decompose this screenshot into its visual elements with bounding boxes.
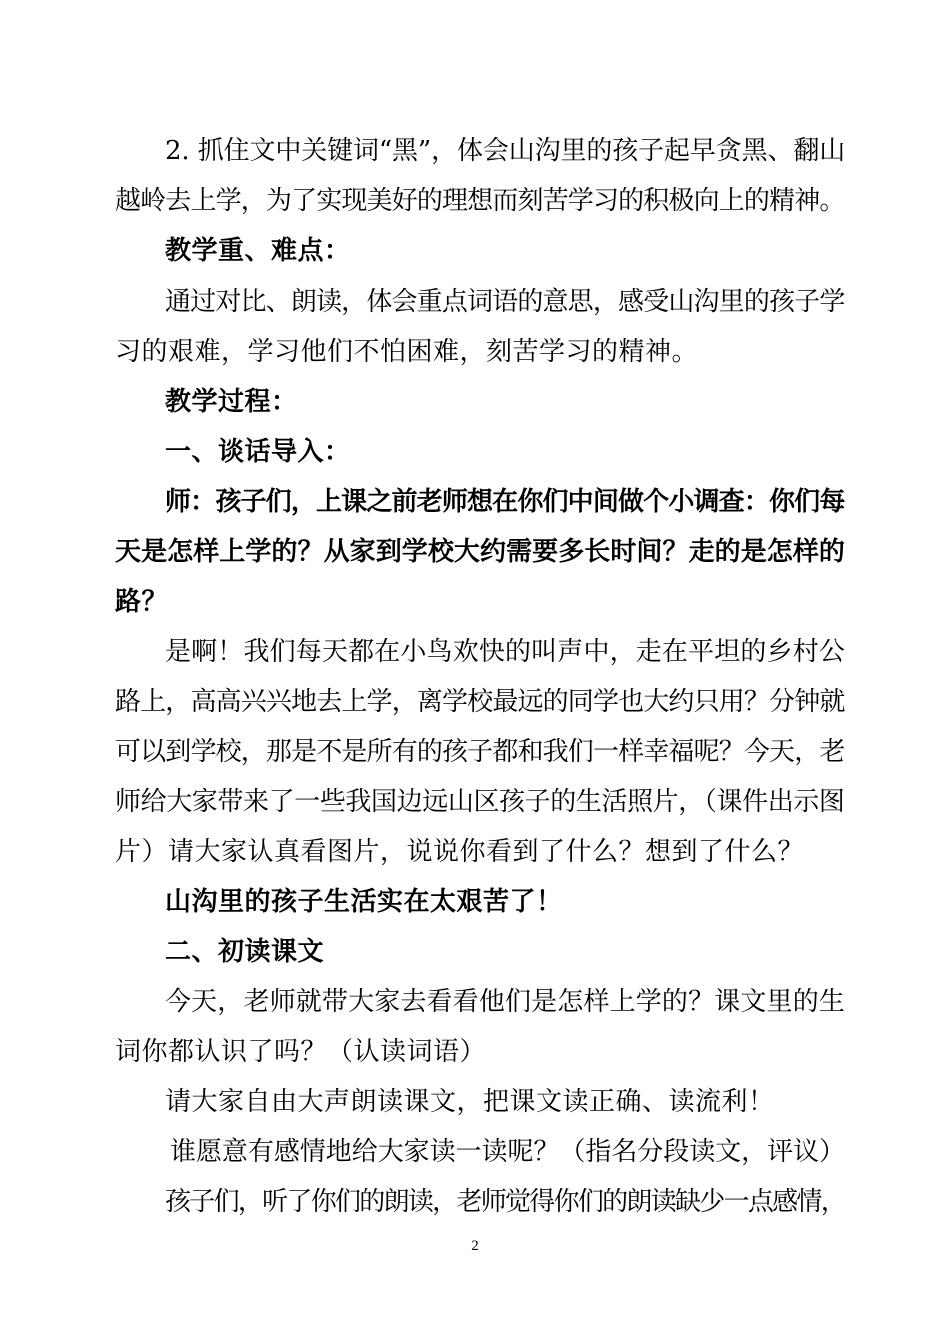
text-line-16: 山沟里的孩子生活实在太艰苦了！: [165, 887, 563, 917]
heading-section-2: 二、初读课文: [165, 937, 325, 967]
heading-key-points: 教学重、难点：: [165, 236, 351, 266]
text-line-8: 师：孩子们，上课之前老师想在你们中间做个小调查：你们每: [165, 487, 845, 517]
text-line-20: 请大家自由大声朗读课文，把课文读正确、读流利！: [165, 1087, 775, 1117]
text-line-22: 孩子们，听了你们的朗读，老师觉得你们的朗读缺少一点感情，: [165, 1187, 846, 1217]
text-line-12: 路上，高高兴兴地去上学，离学校最远的同学也大约只用？分钟就: [115, 687, 845, 717]
page-number: 2: [471, 1238, 479, 1254]
text-line-9: 天是怎样上学的？从家到学校大约需要多长时间？走的是怎样的: [115, 537, 846, 567]
text-line-18: 今天，老师就带大家去看看他们是怎样上学的？课文里的生: [165, 987, 846, 1017]
text-line-1: 2. 抓住文中关键词“黑”，体会山沟里的孩子起早贪黑、翻山: [165, 136, 846, 166]
text-line-5: 习的艰难，学习他们不怕困难，刻苦学习的精神。: [115, 337, 699, 367]
heading-section-1: 一、谈话导入：: [165, 437, 351, 467]
text-line-19: 词你都认识了吗？（认读词语）: [115, 1037, 487, 1067]
text-line-14: 师给大家带来了一些我国边远山区孩子的生活照片，（课件出示图: [115, 787, 845, 817]
text-line-11: 是啊！我们每天都在小鸟欢快的叫声中，走在平坦的乡村公: [165, 637, 846, 667]
text-line-21: 谁愿意有感情地给大家读一读呢？（指名分段读文，评议）: [170, 1137, 846, 1167]
text-line-2: 越岭去上学，为了实现美好的理想而刻苦学习的积极向上的精神。: [115, 186, 845, 216]
text-line-10: 路？: [115, 587, 169, 617]
text-line-4: 通过对比、朗读，体会重点词语的意思，感受山沟里的孩子学: [165, 287, 845, 317]
heading-process: 教学过程：: [165, 387, 298, 417]
text-line-13: 可以到学校，那是不是所有的孩子都和我们一样幸福呢？今天，老: [115, 737, 845, 767]
text-line-15: 片）请大家认真看图片，说说你看到了什么？想到了什么？: [115, 837, 805, 867]
